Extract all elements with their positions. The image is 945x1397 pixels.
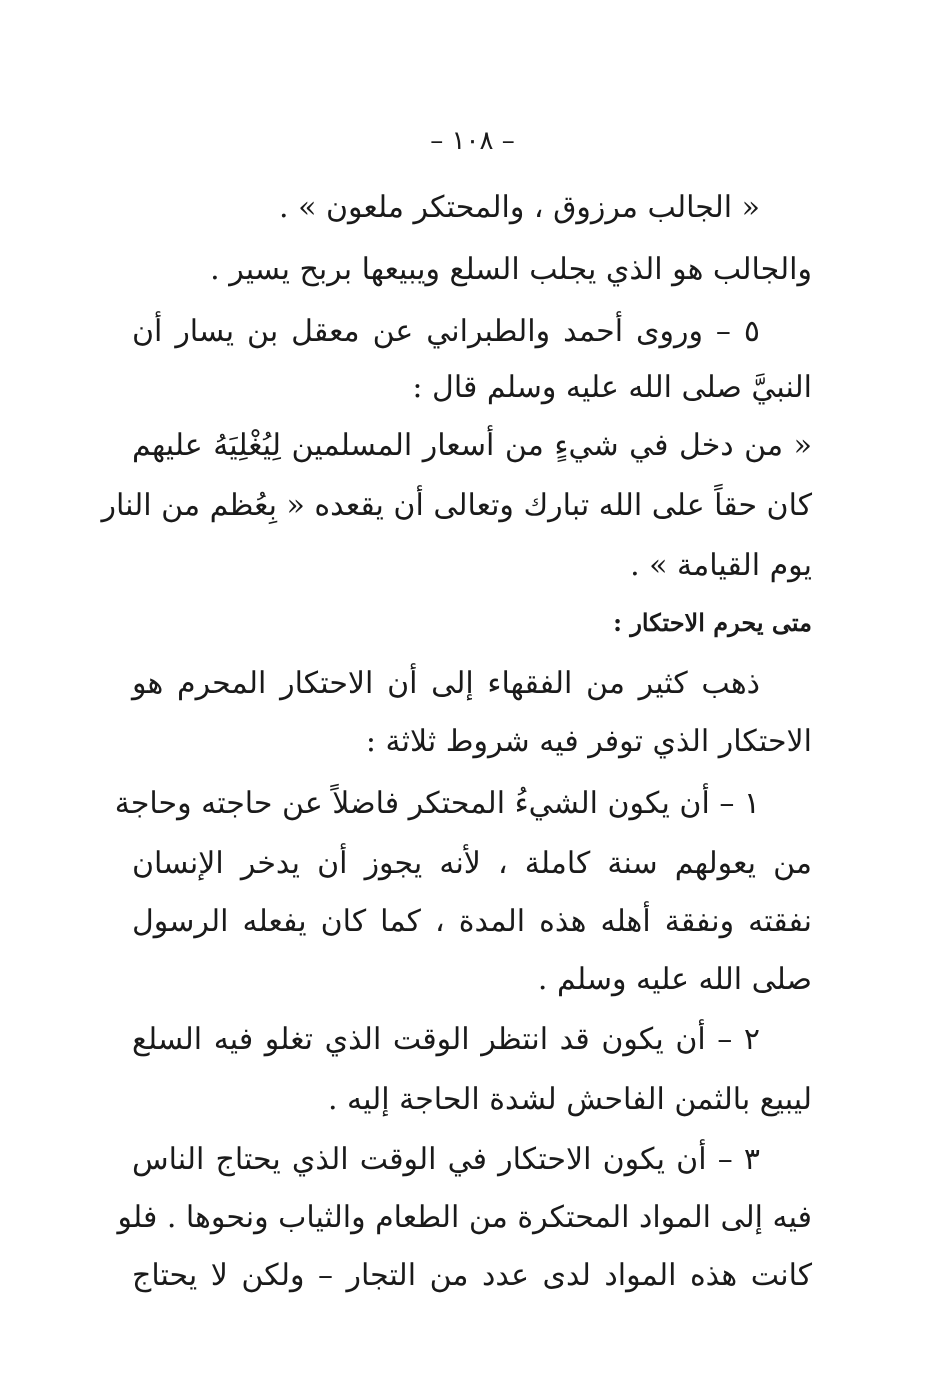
text-line: والجالب هو الذي يجلب السلع ويبيعها بربح يسير .	[210, 252, 812, 287]
text-line: يوم القيامة » .	[630, 548, 812, 583]
text-line: ذهب كثير من الفقهاء إلى أن الاحتكار المحرم هو	[132, 666, 760, 701]
text-line: كانت هذه المواد لدى عدد من التجار – ولكن لا يحتاج	[132, 1258, 812, 1293]
text-line: صلى الله عليه وسلم .	[537, 962, 812, 997]
text-line: « الجالب مرزوق ، والمحتكر ملعون » .	[279, 190, 760, 225]
text-line: كان حقاً على الله تبارك وتعالى أن يقعده « بِعُظم من النار	[101, 488, 812, 523]
text-line: الاحتكار الذي توفر فيه شروط ثلاثة :	[365, 724, 812, 759]
text-line: من يعولهم سنة كاملة ، لأنه يجوز أن يدخر الإنسان	[132, 846, 812, 881]
text-line: ليبيع بالثمن الفاحش لشدة الحاجة إليه .	[327, 1082, 812, 1117]
text-line: فيه إلى المواد المحتكرة من الطعام والثياب ونحوها . فلو	[117, 1200, 812, 1235]
text-line: ٢ – أن يكون قد انتظر الوقت الذي تغلو فيه السلع	[132, 1022, 760, 1057]
page-number: – ١٠٨ –	[430, 126, 515, 156]
text-line: « من دخل في شيءٍ من أسعار المسلمين لِيُغْلِيَهُ عليهم	[132, 428, 812, 463]
section-heading: متى يحرم الاحتكار :	[613, 608, 812, 637]
text-line: نفقته ونفقة أهله هذه المدة ، كما كان يفعله الرسول	[132, 904, 812, 939]
text-line: ٣ – أن يكون الاحتكار في الوقت الذي يحتاج الناس	[132, 1142, 760, 1177]
text-line: النبيَّ صلى الله عليه وسلم قال :	[412, 370, 812, 405]
text-line: ١ – أن يكون الشيءُ المحتكر فاضلاً عن حاجته وحاجة	[114, 786, 760, 821]
text-line: ٥ – وروى أحمد والطبراني عن معقل بن يسار أن	[132, 314, 760, 349]
